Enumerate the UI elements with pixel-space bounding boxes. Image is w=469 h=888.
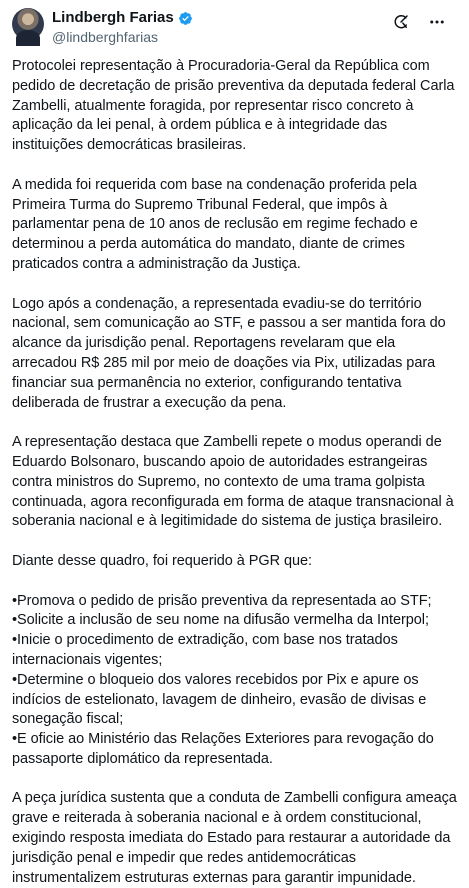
author-info xyxy=(52,9,193,46)
avatar[interactable] xyxy=(12,8,44,40)
tweet-text xyxy=(6,57,461,888)
tweet-paragraph: A medida foi requerida com base na condenação proferida pela Primeira Turma do Supremo Tribunal Federal, que impôs à parlamentar pena de 10 anos de reclusão em regime fechado e determinou a perda automática do mandato, diante de crimes praticados contra a administração da Justiça. xyxy=(12,176,422,272)
grok-icon[interactable] xyxy=(391,12,411,32)
tweet-paragraph: Logo após a condenação, a representada evadiu-se do território nacional, sem comunicação ao STF, e passou a ser mantida fora do alcance da jurisdição penal. Reportagens revelaram que ela arrecadou R$ 285 mil por meio de doações via Pix, utilizadas para financiar sua permanência no exterior, configurando tentativa deliberada de frustrar a execução da pena. xyxy=(12,295,450,411)
author-handle[interactable]: @lindberghfarias xyxy=(52,29,159,45)
verified-badge-icon[interactable] xyxy=(178,11,193,26)
tweet-paragraph: Protocolei representação à Procuradoria-Geral da República com pedido de decretação de prisão preventiva da deputada federal Carla Zambelli, atualmente foragida, por representar risco concreto à aplicação da lei penal, à ordem pública e à integridade das instituições democráticas brasileiras. xyxy=(12,58,459,154)
tweet-header xyxy=(6,0,457,52)
tweet-paragraph: Diante desse quadro, foi requerido à PGR que: xyxy=(12,552,313,569)
tweet-bullet-list: •Promova o pedido de prisão preventiva da representada ao STF; •Solicite a inclusão de seu nome na difusão vermelha da Interpol; •Inicie o procedimento de extradição, com base nos tratados internacionais vigentes; •Determine o bloqueio dos valores recebidos por Pix e apure os indícios de estelionato, lavagem de dinheiro, evasão de divisas e sonegação fiscal; •E oficie ao Ministério das Relações Exteriores para revogação do passaporte diplomático da representada. xyxy=(12,592,434,767)
tweet-paragraph: A peça jurídica sustenta que a conduta de Zambelli configura ameaça grave e reiterada à soberania nacional e à ordem constitucional, exigindo resposta imediata do Estado para restaurar a autoridade da jurisdição penal e impedir que redes antidemocráticas instrumentalizem estruturas externas para garantir impunidade. xyxy=(12,790,461,886)
header-actions xyxy=(391,12,447,32)
avatar-figure xyxy=(16,30,40,46)
author-display-name[interactable]: Lindbergh Farias xyxy=(52,9,174,26)
name-row xyxy=(52,9,193,27)
more-options-icon[interactable] xyxy=(427,12,447,32)
tweet-paragraph: A representação destaca que Zambelli repete o modus operandi de Eduardo Bolsonaro, buscando apoio de autoridades estrangeiras contra ministros do Supremo, no contexto de uma trama golpista continuada, agora reconfigurada em forma de ataque transnacional à soberania nacional e à legitimidade do sistema de justiça brasileiro. xyxy=(12,434,458,530)
